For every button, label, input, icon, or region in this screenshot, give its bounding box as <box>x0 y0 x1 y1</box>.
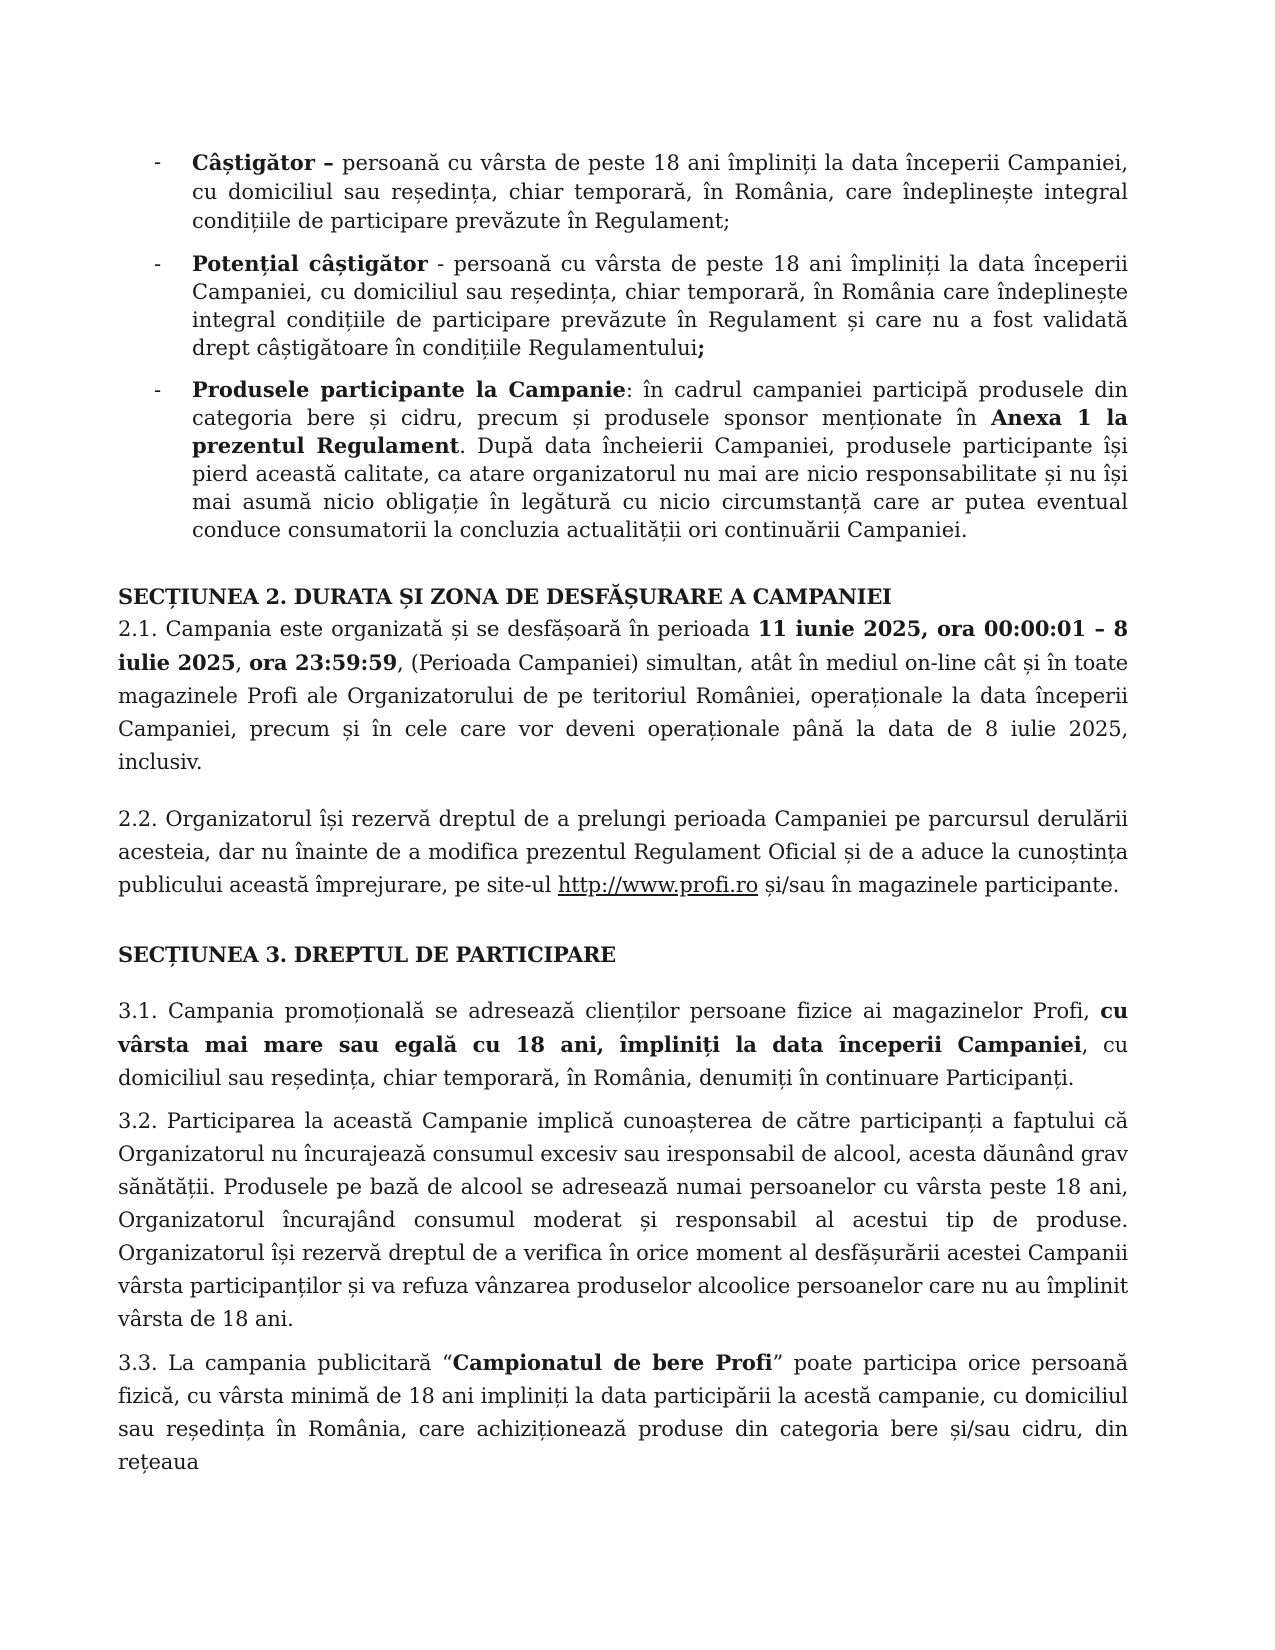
definition-text: persoană cu vârsta de peste 18 ani împliniți la data începerii Campaniei, cu domiciliul sau reședința, chiar temporară, în România, care îndeplinește integral condițiile de participare prevăzute în Regulament; <box>192 151 1128 233</box>
campaign-name: Campionatul de bere Profi <box>452 1350 773 1375</box>
paragraph-text: 3.1. Campania promoțională se adresează clienților persoane fizice ai magazinelor Profi, <box>118 999 1101 1023</box>
definition-potential-castigator <box>118 250 1128 362</box>
list-dash: - <box>154 150 162 174</box>
campaign-period-dates: 11 iunie 2025, ora 00:00:01 – 8 iulie 2025 <box>118 616 1129 675</box>
list-dash: - <box>154 252 162 276</box>
paragraph-text: , (Perioada Campaniei) simultan, atât în mediul on-line cât și în toate magazinele Profi ale Organizatorului de pe teritoriul României, operaționale la data începerii Campaniei, precum și în cele care vor deveni operaționale până la data de 8 iulie 2025, inclusiv. <box>118 651 1129 774</box>
section-3-heading: SECȚIUNEA 3. DREPTUL DE PARTICIPARE <box>118 942 616 967</box>
definitions-list <box>118 148 1128 544</box>
definition-text: în cadrul campaniei participă produsele din categoria bere și cidru, precum și produsele sponsor menționate în <box>192 378 1128 430</box>
definition-produse-participante <box>118 376 1128 544</box>
profi-website-link[interactable]: http://www.profi.ro <box>557 873 759 897</box>
paragraph-3-3 <box>118 1346 1128 1479</box>
document-page <box>118 148 1128 1479</box>
definition-separator: : <box>625 378 644 402</box>
paragraph-2-2 <box>118 803 1128 902</box>
definition-term: Potențial câștigător <box>192 251 428 276</box>
paragraph-text: , <box>235 651 250 675</box>
definition-term: Produsele participante la Campanie <box>192 377 626 402</box>
list-dash: - <box>154 378 162 402</box>
paragraph-text: 3.3. La campania publicitară “ <box>118 1351 453 1375</box>
campaign-end-time: ora 23:59:59 <box>249 650 398 675</box>
annex-reference: Anexa 1 la prezentul Regulament <box>192 405 1128 458</box>
paragraph-3-1 <box>118 994 1128 1095</box>
definition-end: ; <box>697 335 706 360</box>
paragraph-3-2: 3.2. Participarea la această Campanie implică cunoașterea de către participanți a faptului că Organizatorul nu încurajează consumul excesiv sau iresponsabil de alcool, acesta dăunând grav sănătății. Produsele pe bază de alcool se adresează numai persoanelor cu vârsta peste 18 ani, Organizatorul încurajând consumul moderat și responsabil al acestui tip de produse. Organizatorul își rezervă dreptul de a verifica în orice moment al desfășurării acestei Campanii vârsta participanților și va refuza vânzarea produselor alcoolice persoanelor care nu au împlinit vârsta de 18 ani. <box>118 1109 1128 1331</box>
paragraph-text: ” poate participa orice persoană fizică, cu vârsta minimă de 18 ani impliniți la data participării la acestă campanie, cu domiciliul sau reședința în România, care achiziționează produse din categoria bere și/sau cidru, din rețeaua <box>118 1351 1129 1474</box>
definition-term: Câștigător <box>192 150 315 175</box>
paragraph-2-1 <box>118 612 1128 779</box>
definition-separator: – <box>314 150 343 175</box>
paragraph-text: și/sau în magazinele participante. <box>758 873 1120 897</box>
definition-text: persoană cu vârsta de peste 18 ani împliniți la data începerii Campaniei, cu domiciliul sau reședința, chiar temporară, în România care îndeplinește integral condițiile de participare prevăzute în Regulament și care nu a fost validată drept câștigătoare în condițiile Regulamentului <box>192 252 1128 360</box>
paragraph-text: 2.1. Campania este organizată și se desfășoară în perioada <box>118 617 758 641</box>
definition-castigator <box>118 148 1128 236</box>
definition-text-continued: . După data încheierii Campaniei, produsele participante își pierd această calitate, ca atare organizatorul nu mai are nicio responsabilitate și nu își mai asumă nicio obligație în legătură cu nicio circumstanță care ar putea eventual conduce consumatorii la concluzia actualității ori continuării Campaniei. <box>192 434 1128 542</box>
age-requirement: cu vârsta mai mare sau egală cu 18 ani, împliniți la data începerii Campaniei <box>118 998 1128 1057</box>
paragraph-text: , cu domiciliul sau reședința, chiar temporară, în România, denumiți în continuare Participanți. <box>118 1033 1128 1090</box>
paragraph-text: 2.2. Organizatorul își rezervă dreptul de a prelungi perioada Campaniei pe parcursul derulării acesteia, dar nu înainte de a modifica prezentul Regulament Oficial și de a aduce la cunoștința publicului această împrejurare, pe site-ul <box>118 807 1128 897</box>
section-2-heading: SECȚIUNEA 2. DURATA ȘI ZONA DE DESFĂȘURARE A CAMPANIEI <box>118 584 892 609</box>
definition-separator: - <box>427 252 454 276</box>
